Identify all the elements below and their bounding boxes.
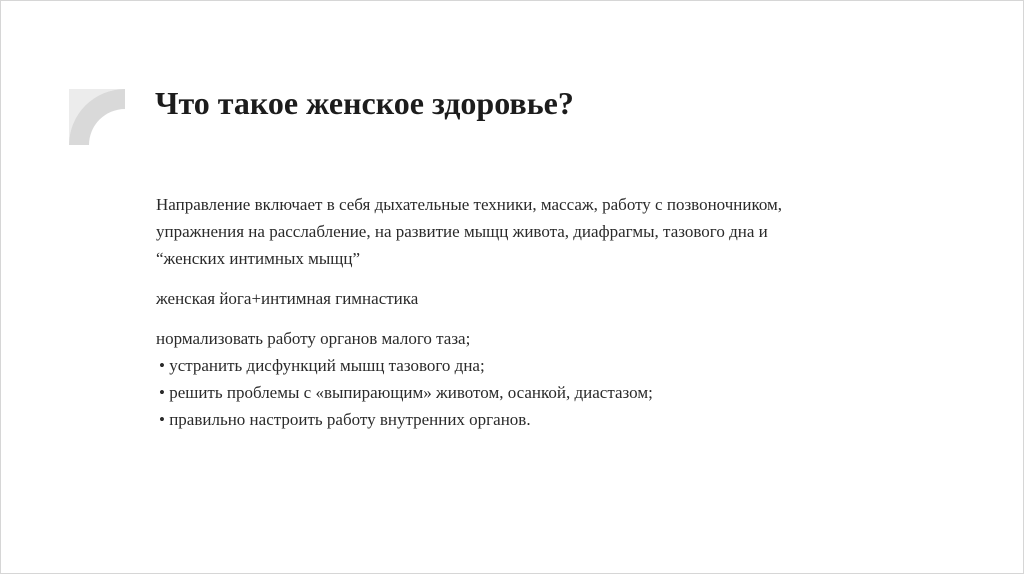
goal-bullet: • решить проблемы с «выпирающим» животом, осанкой, диастазом;	[159, 383, 653, 402]
intro-line: Направление включает в себя дыхательные техники, массаж, работу с позвоночником,	[156, 195, 783, 214]
goal-bullet: • правильно настроить работу внутренних органов.	[159, 410, 531, 429]
intro-line: упражнения на расслабление, на развитие мыщц живота, диафрагмы, тазового дна и	[156, 222, 768, 241]
slide-body	[156, 191, 916, 433]
slide-title: Что такое женское здоровье?	[155, 85, 574, 121]
yoga-line: женская йога+интимная гимнастика	[156, 289, 419, 308]
quarter-circle-decor-icon	[69, 89, 125, 145]
goal-bullet: • устранить дисфункций мышц тазового дна;	[159, 356, 485, 375]
intro-line: “женских интимных мыщц”	[156, 249, 361, 268]
goals-line: нормализовать работу органов малого таза;	[156, 329, 471, 348]
